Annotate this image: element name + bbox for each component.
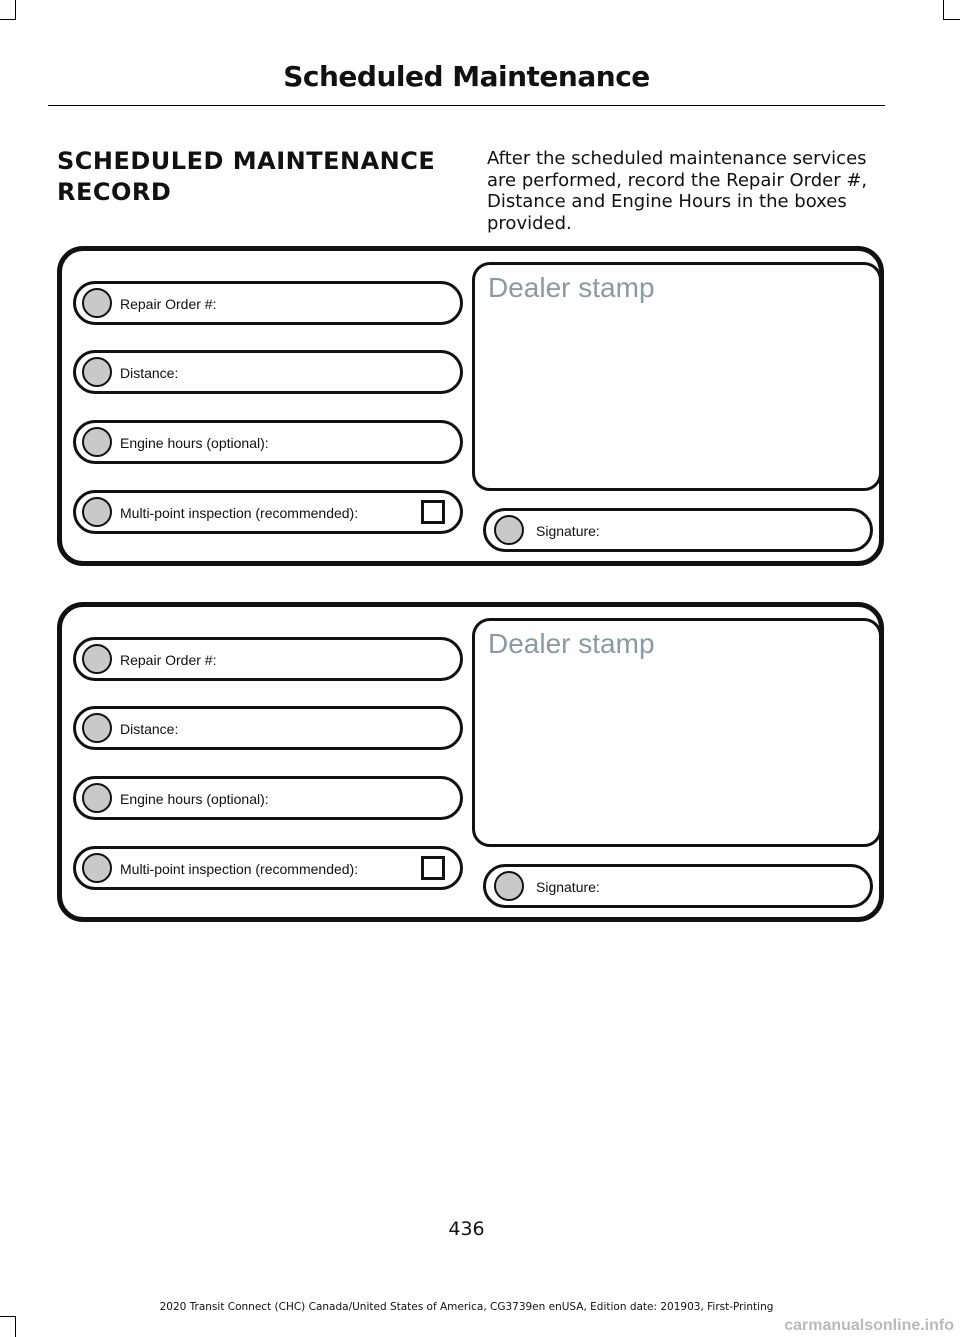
bullet-dot [494, 515, 524, 545]
bullet-dot [82, 427, 112, 457]
intro-paragraph: After the scheduled maintenance services are performed, record the Repair Order #, Distance and Engine Hours in the boxes provided. [487, 148, 868, 234]
engine-hours-label: Engine hours (optional): [120, 791, 269, 807]
bullet-dot [82, 288, 112, 318]
distance-label: Distance: [120, 721, 179, 737]
bullet-dot [82, 713, 112, 743]
maintenance-record-card [57, 246, 884, 566]
header-divider [48, 105, 885, 106]
distance-field[interactable] [73, 706, 463, 750]
crop-mark [0, 19, 16, 20]
signature-label: Signature: [536, 879, 600, 895]
section-title [57, 146, 457, 208]
distance-label: Distance: [120, 365, 179, 381]
crop-mark [15, 1316, 16, 1337]
section-title-line-2: RECORD [57, 178, 172, 206]
distance-field[interactable] [73, 350, 463, 394]
footer-edition-text: 2020 Transit Connect (CHC) Canada/United States of America, CG3739en enUSA, Edition date: 201903, First-Printing [159, 1301, 774, 1313]
bullet-dot [82, 357, 112, 387]
crop-mark [15, 0, 16, 20]
inspection-field [73, 490, 463, 534]
watermark: carmanualsonline.info [784, 1317, 954, 1334]
dealer-stamp-label: Dealer stamp [488, 272, 655, 303]
signature-label: Signature: [536, 523, 600, 539]
engine-hours-field[interactable] [73, 420, 463, 464]
maintenance-record-card [57, 602, 884, 922]
dealer-stamp-box [472, 618, 882, 847]
repair-order-field[interactable] [73, 637, 463, 681]
bullet-dot [82, 853, 112, 883]
signature-field[interactable] [483, 508, 873, 552]
page-number: 436 [448, 1218, 485, 1240]
bullet-dot [82, 497, 112, 527]
inspection-checkbox[interactable] [421, 856, 445, 880]
dealer-stamp-box [472, 262, 882, 491]
inspection-label: Multi-point inspection (recommended): [120, 505, 359, 521]
inspection-label: Multi-point inspection (recommended): [120, 861, 359, 877]
repair-order-label: Repair Order #: [120, 652, 217, 668]
crop-mark [943, 0, 944, 20]
engine-hours-field[interactable] [73, 776, 463, 820]
page-header-title: Scheduled Maintenance [283, 60, 650, 93]
inspection-field [73, 846, 463, 890]
engine-hours-label: Engine hours (optional): [120, 435, 269, 451]
repair-order-label: Repair Order #: [120, 296, 217, 312]
crop-mark [943, 19, 960, 20]
repair-order-field[interactable] [73, 281, 463, 325]
dealer-stamp-label: Dealer stamp [488, 628, 655, 659]
signature-field[interactable] [483, 864, 873, 908]
inspection-checkbox[interactable] [421, 500, 445, 524]
bullet-dot [82, 783, 112, 813]
crop-mark [0, 1316, 16, 1317]
bullet-dot [82, 644, 112, 674]
section-title-line-1: SCHEDULED MAINTENANCE [57, 147, 436, 175]
bullet-dot [494, 871, 524, 901]
